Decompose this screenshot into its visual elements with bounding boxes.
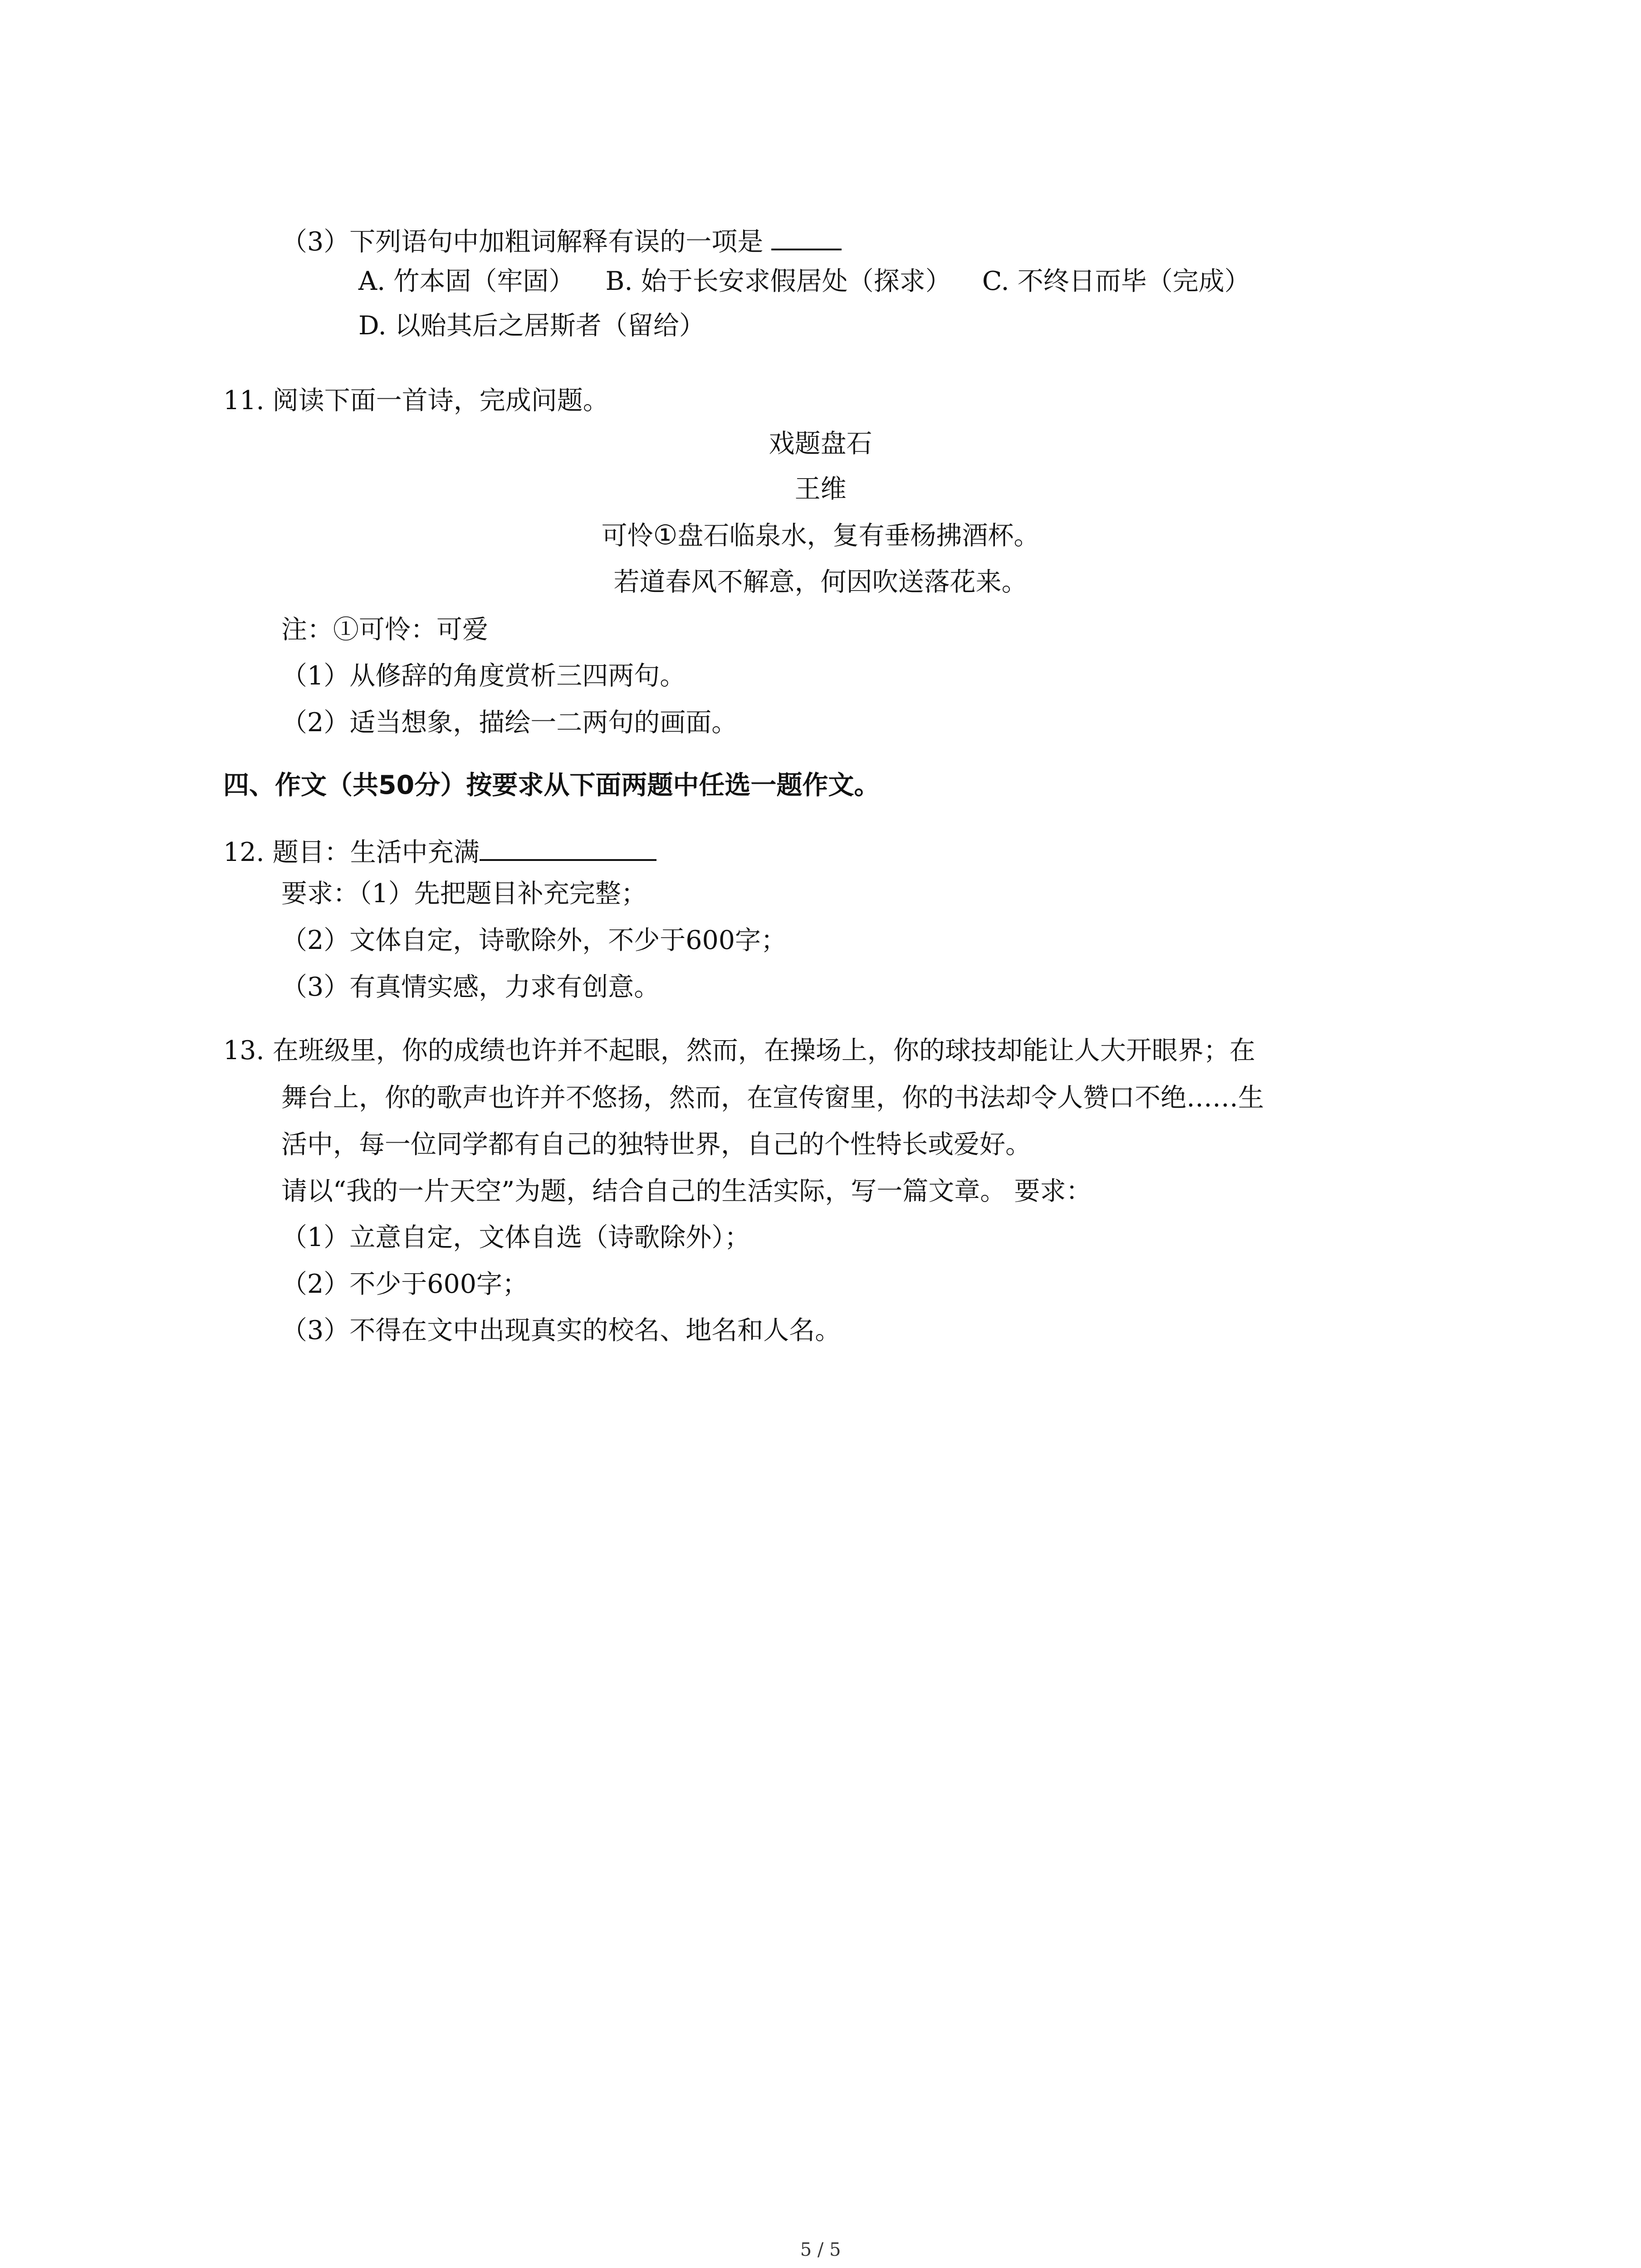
section-heading: 四、作文（共50分）按要求从下面两题中任选一题作文。 [223,770,880,800]
q13-line-2: 舞台上，你的歌声也许并不悠扬，然而，在宣传窗里，你的书法却令人赞口不绝……生 [281,1083,1264,1113]
q10-option-b: B. 始于长安求假居处（探求） [605,266,951,296]
q10-option-c: C. 不终日而毕（完成） [982,266,1250,296]
q13-req-3: （3）不得在文中出现真实的校名、地名和人名。 [281,1315,841,1345]
q12-topic [223,834,656,865]
poem-line-1 [0,519,1641,551]
q11-sub1: （1）从修辞的角度赏析三四两句。 [281,661,686,691]
q10-options-row1 [358,266,1250,296]
poem-title: 戏题盘石 [769,429,872,459]
q10-sub3-label: （3） [281,227,350,257]
q12-req-3: （3）有真情实感，力求有创意。 [281,972,660,1002]
poem-line-1-pre: 可怜 [601,521,653,551]
answer-blank[interactable] [771,223,842,250]
q10-option-d: D. 以贻其后之居斯者（留给） [358,311,705,341]
footnote-marker: ① [653,519,678,551]
q10-sub3-stem: 下列语句中加粗词解释有误的一项是 [349,227,764,257]
q12-topic-text: 12. 题目：生活中充满 [223,837,480,867]
q11-sub2: （2）适当想象，描绘一二两句的画面。 [281,708,738,738]
q13-req-2: （2）不少于600字； [281,1269,529,1299]
topic-blank[interactable] [480,834,656,861]
q13-line-1: 13. 在班级里，你的成绩也许并不起眼，然而，在操场上，你的球技却能让人大开眼界；在 [223,1036,1255,1066]
q13-line-3: 活中，每一位同学都有自己的独特世界，自己的个性特长或爱好。 [281,1129,1031,1159]
poem-note: 注：①可怜：可爱 [281,615,488,645]
q13-line-4: 请以“我的一片天空”为题，结合自己的生活实际，写一篇文章。 要求： [281,1176,1092,1206]
poem-line-2: 若道春风不解意，何因吹送落花来。 [613,567,1028,597]
poem-author: 王维 [794,474,847,504]
q10-sub3 [281,223,842,255]
page-number: 5 / 5 [800,2239,841,2260]
q13-req-1: （1）立意自定，文体自选（诗歌除外）； [281,1222,750,1252]
q12-req-2: （2）文体自定，诗歌除外，不少于600字； [281,925,787,955]
poem-line-1-post: 盘石临泉水，复有垂杨拂酒杯。 [677,521,1040,551]
q12-req-1: 要求：（1）先把题目补充完整； [281,879,647,909]
q11-intro: 11. 阅读下面一首诗，完成问题。 [223,386,609,415]
q10-option-a: A. 竹本固（牢固） [358,266,575,296]
